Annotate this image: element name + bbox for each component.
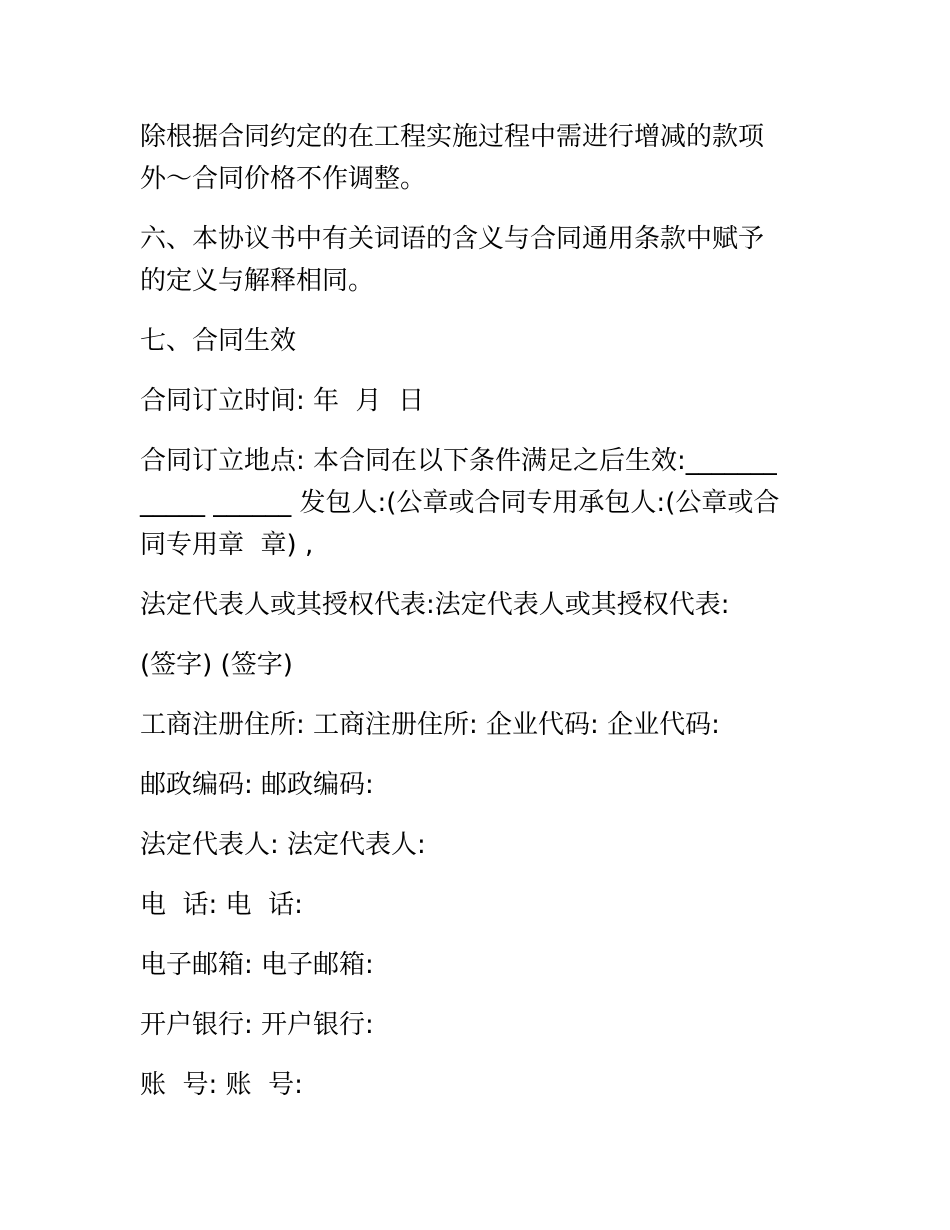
- text-line: 法定代表人或其授权代表:法定代表人或其授权代表:: [140, 590, 730, 620]
- text-line: _____ ______ 发包人:(公章或合同专用承包人:(公章或合: [140, 488, 780, 518]
- text-line: 外～合同价格不作调整。: [140, 164, 427, 194]
- paragraph-postal-code: [140, 764, 820, 806]
- text-line: 七、合同生效: [140, 326, 297, 356]
- paragraph-section-six: [140, 218, 820, 302]
- text-line: 开户银行: 开户银行:: [140, 1010, 374, 1040]
- text-line: 合同订立时间: 年 月 日: [140, 386, 425, 416]
- paragraph-signature: [140, 644, 820, 686]
- text-line: 电 话: 电 话:: [140, 890, 303, 920]
- paragraph-bank: [140, 1004, 820, 1046]
- paragraph-phone: [140, 884, 820, 926]
- text-line: 账 号: 账 号:: [140, 1070, 303, 1100]
- paragraph-registered-address: [140, 704, 820, 746]
- text-line: 除根据合同约定的在工程实施过程中需进行增减的款项: [140, 122, 765, 152]
- heading-section-seven: [140, 320, 820, 362]
- text-line: 工商注册住所: 工商注册住所: 企业代码: 企业代码:: [140, 710, 720, 740]
- text-line: 邮政编码: 邮政编码:: [140, 770, 374, 800]
- text-line: 法定代表人: 法定代表人:: [140, 830, 426, 860]
- paragraph-price-adjustment: [140, 116, 820, 200]
- paragraph-legal-representative-authorized: [140, 584, 820, 626]
- paragraph-email: [140, 944, 820, 986]
- paragraph-signing-place: [140, 440, 820, 566]
- text-line: 电子邮箱: 电子邮箱:: [140, 950, 374, 980]
- text-line: 六、本协议书中有关词语的含义与合同通用条款中赋予: [140, 224, 765, 254]
- paragraph-legal-representative: [140, 824, 820, 866]
- text-line: 的定义与解释相同。: [140, 266, 375, 296]
- document-body: [140, 116, 820, 1124]
- text-line: 合同订立地点: 本合同在以下条件满足之后生效:_______: [140, 446, 777, 476]
- text-line: (签字) (签字): [140, 650, 293, 680]
- text-line: 同专用章 章) ,: [140, 530, 314, 560]
- paragraph-account-number: [140, 1064, 820, 1106]
- paragraph-signing-date: [140, 380, 820, 422]
